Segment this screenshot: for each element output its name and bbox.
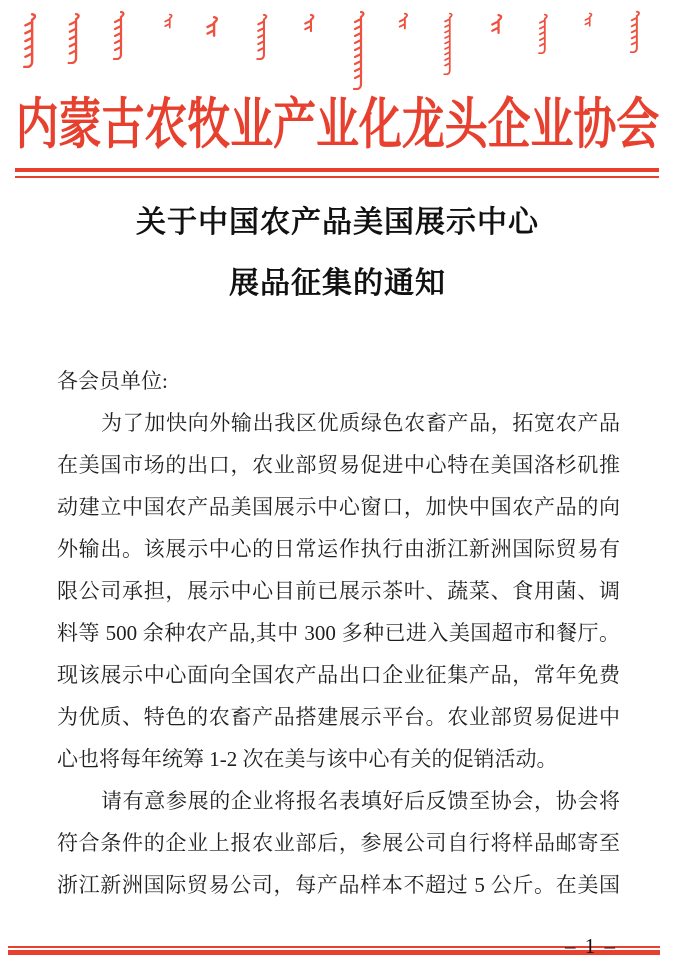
footer-divider: [8, 946, 660, 955]
mongolian-word-icon: [539, 15, 547, 54]
page-number: – 1 –: [565, 934, 617, 958]
body-line: 限公司承担，展示中心目前已展示茶叶、蔬菜、食用菌、调: [57, 579, 620, 603]
body-line: 动建立中国农产品美国展示中心窗口，加快中国农产品的向: [57, 495, 620, 519]
body-line: 请有意参展的企业将报名表填好后反馈至协会，协会将: [101, 789, 620, 813]
body-line: 符合条件的企业上报农业部后，参展公司自行将样品邮寄至: [57, 831, 620, 855]
mongolian-word-icon: [631, 12, 639, 53]
mongolian-word-icon: [165, 15, 172, 28]
mongolian-word-icon: [585, 13, 591, 25]
mongolian-word-icon: [492, 15, 501, 33]
divider-thin-line: [8, 946, 660, 948]
body-line: 外输出。该展示中心的日常运作执行由浙江新洲国际贸易有: [57, 537, 620, 561]
body-line: 在美国市场的出口，农业部贸易促进中心特在美国洛杉矶推: [57, 453, 620, 477]
notice-title-line1: 关于中国农产品美国展示中心: [136, 206, 539, 239]
body-line: 心也将每年统筹 1-2 次在美与该中心有关的促销活动。: [57, 747, 558, 771]
mongolian-word-icon: [208, 17, 217, 36]
mongolian-word-icon: [257, 15, 266, 59]
letterhead-divider: [15, 168, 659, 178]
body-line: 现该展示中心面向全国农产品出口企业征集产品，常年免费: [57, 663, 620, 687]
mongolian-word-icon: [354, 12, 364, 89]
mongolian-script-banner: [0, 0, 675, 92]
notice-body: [57, 360, 620, 906]
mongolian-word-icon: [69, 14, 79, 63]
mongolian-word-icon: [114, 12, 124, 59]
salutation-line: 各会员单位:: [57, 369, 168, 393]
letterhead: [0, 84, 675, 164]
divider-thick-line: [15, 168, 659, 172]
mongolian-word-icon: [444, 14, 451, 75]
body-line: 料等 500 余种农产品,其中 300 多种已进入美国超市和餐厅。: [57, 621, 620, 645]
body-line: 为优质、特色的农畜产品搭建展示平台。农业部贸易促进中: [57, 705, 620, 729]
divider-thick-line: [8, 950, 660, 955]
body-line: 浙江新洲国际贸易公司，每产品样本不超过 5 公斤。在美国: [57, 873, 620, 897]
mongolian-word-icon: [24, 14, 35, 67]
org-name-title: 内蒙古农牧业产业化龙头企业协会: [15, 93, 660, 155]
divider-thin-line: [15, 176, 659, 178]
mongolian-word-icon: [400, 14, 407, 29]
notice-title-line2: 展品征集的通知: [229, 267, 446, 300]
mongolian-word-icon: [305, 15, 313, 31]
body-line: 为了加快向外输出我区优质绿色农畜产品，拓宽农产品: [101, 411, 620, 435]
